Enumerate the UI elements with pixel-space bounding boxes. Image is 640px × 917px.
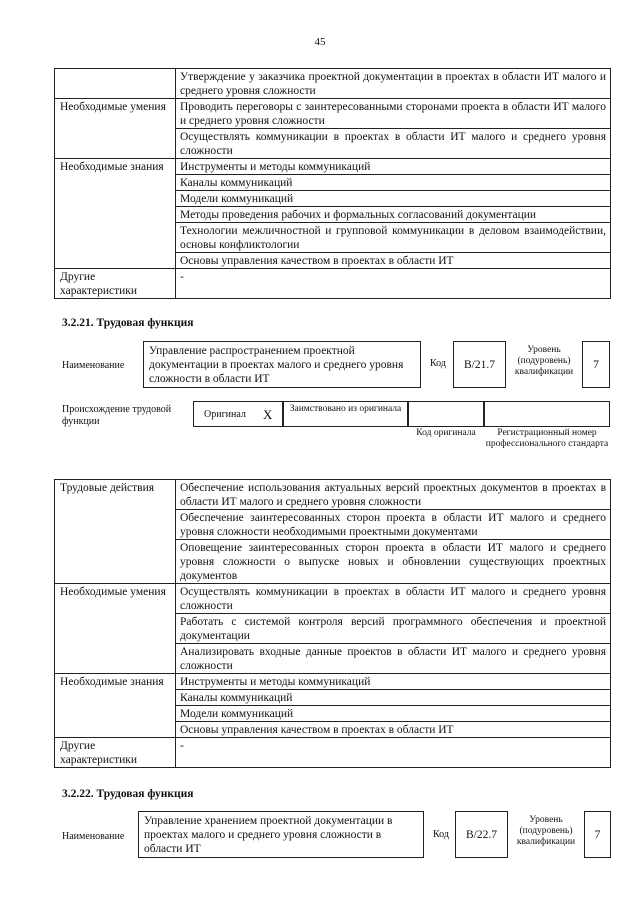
level-label: Уровень (подуровень) квалификации xyxy=(514,345,574,377)
row-label: Необходимые умения xyxy=(55,584,176,674)
row-item: Инструменты и методы коммуникаций xyxy=(176,159,611,175)
table-row xyxy=(55,480,611,510)
row-item: - xyxy=(176,269,611,299)
row-label: Необходимые умения xyxy=(55,99,176,159)
table-row xyxy=(55,69,611,99)
table-row xyxy=(55,674,611,690)
table-row xyxy=(55,584,611,614)
function-name: Управление распространением проектной документации в проектах малого и среднего уровня сложности в области ИТ xyxy=(143,341,421,388)
code-original-label: Код оригинала xyxy=(416,428,476,438)
function-code: B/22.7 xyxy=(455,811,508,858)
row-item: Основы управления качеством в проектах в области ИТ xyxy=(176,253,611,269)
row-item: Оповещение заинтересованных сторон проекта в области ИТ малого и среднего уровня сложности о выпуске новых и обновлении существующих проектных документов xyxy=(176,540,611,584)
function-code: B/21.7 xyxy=(453,341,506,388)
row-label: Другие характеристики xyxy=(55,269,176,299)
function-name: Управление хранением проектной документации в проектах малого и среднего уровня сложности в области ИТ xyxy=(138,811,424,858)
level-label: Уровень (подуровень) квалификации xyxy=(516,815,576,847)
row-item: Проводить переговоры с заинтересованными сторонами проекта в области ИТ малого и среднего уровня сложности xyxy=(176,99,611,129)
origin-label: Происхождение трудовой функции xyxy=(62,404,172,427)
row-label xyxy=(55,69,176,99)
reg-number-label: Регистрационный номер профессионального стандарта xyxy=(485,428,609,449)
row-item: Основы управления качеством в проектах в области ИТ xyxy=(176,722,611,738)
table-row xyxy=(55,159,611,175)
row-label: Необходимые знания xyxy=(55,674,176,738)
row-item: Модели коммуникаций xyxy=(176,706,611,722)
section-title: 3.2.21. Трудовая функция xyxy=(62,317,194,329)
reg-number-cell xyxy=(484,401,610,427)
row-item: Каналы коммуникаций xyxy=(176,175,611,191)
row-label: Трудовые действия xyxy=(55,480,176,584)
qualification-level: 7 xyxy=(584,811,611,858)
code-original-cell xyxy=(408,401,484,427)
code-label: Код xyxy=(430,358,446,369)
row-item: Обеспечение заинтересованных сторон проекта в области ИТ малого и среднего уровня сложности необходимыми проектными документами xyxy=(176,510,611,540)
row-item: - xyxy=(176,738,611,768)
name-label: Наименование xyxy=(62,831,125,842)
row-item: Обеспечение использования актуальных версий проектных документов в проектах в области ИТ малого и среднего уровня сложности xyxy=(176,480,611,510)
row-item: Осуществлять коммуникации в проектах в области ИТ малого и среднего уровня сложности xyxy=(176,129,611,159)
borrowed-label: Заимствовано из оригинала xyxy=(283,401,408,427)
section-title: 3.2.22. Трудовая функция xyxy=(62,788,194,800)
row-item: Утверждение у заказчика проектной документации в проектах в области ИТ малого и среднего уровня сложности xyxy=(176,69,611,99)
code-label: Код xyxy=(433,829,449,840)
qualification-level: 7 xyxy=(582,341,610,388)
row-item: Осуществлять коммуникации в проектах в области ИТ малого и среднего уровня сложности xyxy=(176,584,611,614)
row-label: Необходимые знания xyxy=(55,159,176,269)
requirements-table-1 xyxy=(54,68,611,299)
row-item: Анализировать входные данные проектов в области ИТ малого и среднего уровня сложности xyxy=(176,644,611,674)
row-label: Другие характеристики xyxy=(55,738,176,768)
table-row xyxy=(55,99,611,129)
row-item: Каналы коммуникаций xyxy=(176,690,611,706)
table-row xyxy=(55,269,611,299)
name-label: Наименование xyxy=(62,360,125,371)
page-number: 45 xyxy=(314,36,326,48)
row-item: Работать с системой контроля версий программного обеспечения и проектной документации xyxy=(176,614,611,644)
row-item: Инструменты и методы коммуникаций xyxy=(176,674,611,690)
original-mark: X xyxy=(263,407,273,422)
row-item: Модели коммуникаций xyxy=(176,191,611,207)
original-label: Оригинал xyxy=(204,409,246,420)
requirements-table-2 xyxy=(54,479,611,768)
original-cell xyxy=(193,401,283,427)
row-item: Технологии межличностной и групповой коммуникации в деловом взаимодействии, основы конфликтологии xyxy=(176,223,611,253)
table-row xyxy=(55,738,611,768)
row-item: Методы проведения рабочих и формальных согласований документации xyxy=(176,207,611,223)
